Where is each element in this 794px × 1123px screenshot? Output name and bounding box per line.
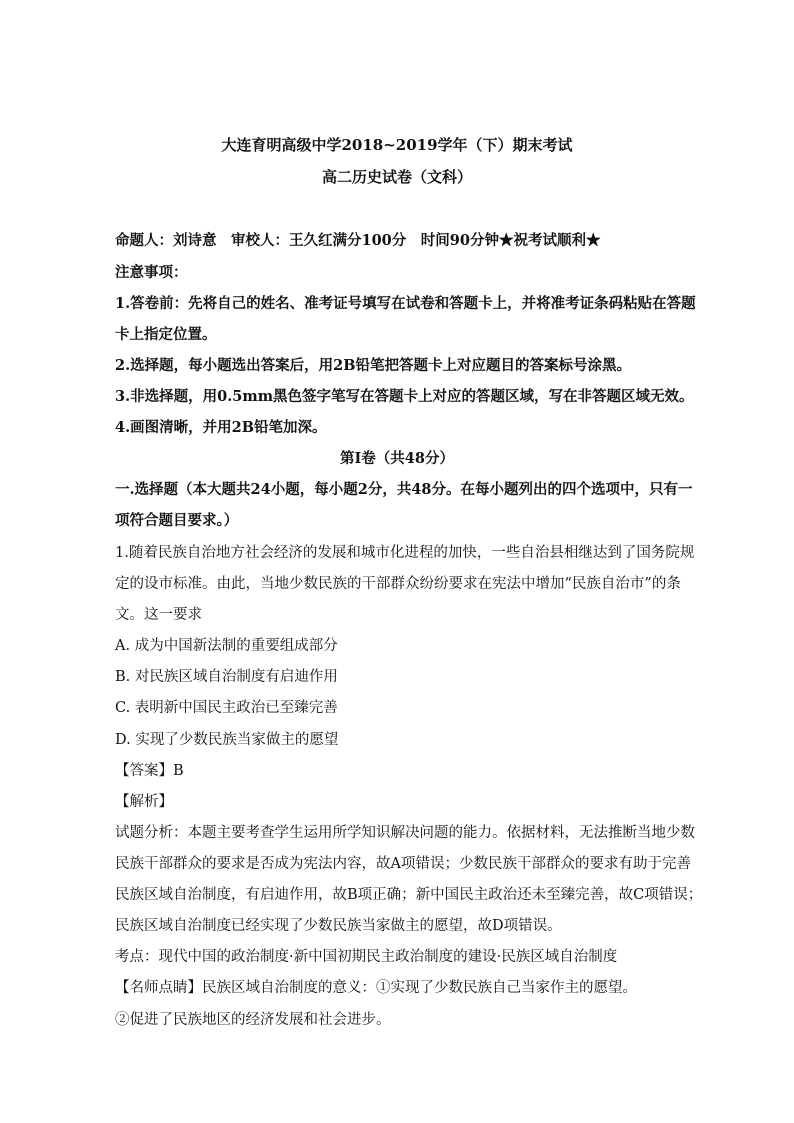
analysis-heading: 【解析】 — [115, 794, 173, 810]
exam-title: 大连育明高级中学2018~2019学年（下）期末考试 — [221, 136, 573, 154]
kaodian: 考点：现代中国的政治制度·新中国初期民主政治制度的建设·民族区域自治制度 — [115, 949, 618, 965]
analysis-text: 民族区域自治制度，有启迪作用，故B项正确；新中国民主政治还未至臻完善，故C项错误； — [115, 887, 703, 903]
notice-item: 1.答卷前：先将自己的姓名、准考证号填写在试卷和答题卡上，并将准考证条码粘贴在答题 — [115, 295, 696, 312]
teacher-note: ②促进了民族地区的经济发展和社会进步。 — [115, 1012, 391, 1028]
section-title: 第I卷（共48分） — [340, 450, 454, 467]
section-instruction: 一.选择题（本大题共24小题，每小题2分，共48分。在每小题列出的四个选项中，只有一 — [115, 481, 693, 498]
analysis-text: 试题分析：本题主要考查学生运用所学知识解决问题的能力。依据材料，无法推断当地少数 — [115, 825, 695, 841]
question-stem: 定的设市标准。由此，当地少数民族的干部群众纷纷要求在宪法中增加“民族自治市”的条 — [115, 576, 681, 592]
teacher-note: 【名师点睛】民族区域自治制度的意义：①实现了少数民族自己当家作主的愿望。 — [115, 980, 637, 996]
option-b: B. 对民族区域自治制度有启迪作用 — [115, 669, 338, 685]
analysis-text: 民族区域自治制度已经实现了少数民族当家做主的愿望，故D项错误。 — [115, 918, 562, 934]
notice-item: 4.画图清晰，并用2B铅笔加深。 — [115, 419, 327, 436]
option-a: A. 成为中国新法制的重要组成部分 — [115, 638, 338, 654]
answer: 【答案】B — [115, 763, 184, 779]
notice-item: 2.选择题，每小题选出答案后，用2B铅笔把答题卡上对应题目的答案标号涂黑。 — [115, 357, 631, 374]
question-stem: 1.随着民族自治地方社会经济的发展和城市化进程的加快，一些自治县相继达到了国务院规 — [115, 545, 695, 561]
notice-item: 卡上指定位置。 — [115, 326, 217, 343]
section-instruction: 项符合题目要求。） — [115, 512, 239, 529]
notice-heading: 注意事项： — [115, 264, 188, 281]
option-d: D. 实现了少数民族当家做主的愿望 — [115, 732, 339, 748]
meta-line: 命题人：刘诗意 审校人：王久红满分100分 时间90分钟★祝考试顺利★ — [115, 232, 601, 249]
analysis-text: 民族干部群众的要求是否成为宪法内容，故A项错误；少数民族干部群众的要求有助于完善 — [115, 856, 691, 872]
exam-subtitle: 高二历史试卷（文科） — [321, 168, 472, 186]
option-c: C. 表明新中国民主政治已至臻完善 — [115, 700, 338, 716]
notice-item: 3.非选择题，用0.5mm黑色签字笔写在答题卡上对应的答题区域，写在非答题区域无效。 — [115, 388, 694, 405]
question-stem: 文。这一要求 — [115, 607, 202, 623]
